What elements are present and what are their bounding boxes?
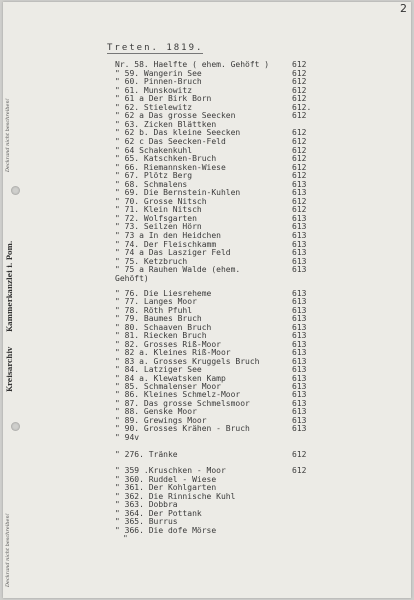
entry-label: " 74 a Das Lasziger Feld — [115, 248, 231, 258]
entry-page-ref: 612 — [292, 68, 307, 78]
entry-page-ref: 612 — [292, 205, 307, 215]
entry-label: " 364. Der Pottank — [115, 508, 202, 518]
entry-page-ref: 613 — [292, 265, 307, 275]
page-number: 2 — [400, 2, 407, 15]
entry-label: " 64 Schakenkuhl — [115, 145, 193, 155]
entry-label: " 87. Das grosse Schmelsmoor — [115, 398, 250, 408]
entry-label: " 62 b. Das kleine Seecken — [115, 128, 241, 138]
entry-page-ref: 613 — [292, 222, 307, 232]
entry-page-ref: 612 — [292, 85, 307, 95]
list-item — [115, 526, 327, 535]
entry-page-ref: 613 — [292, 415, 307, 425]
entry-label: " 73. Seilzen Hörn — [115, 222, 202, 232]
entry-label: " 80. Schaaven Bruch — [115, 322, 212, 332]
margin-stamp-office: Kammerkanzlei i. Pom. — [5, 240, 14, 332]
trailing-ditto-mark: " — [123, 534, 128, 543]
list-item — [115, 274, 327, 283]
entry-label: " 62 c Das Seecken-Feld — [115, 136, 226, 146]
entry-label: " 62. Stielewitz — [115, 102, 193, 112]
entry-page-ref: 612 — [292, 60, 307, 69]
punch-hole-top — [11, 186, 20, 195]
margin-note-bottom: Deckrand nicht beschreiben! — [5, 513, 11, 587]
punch-hole-bottom — [11, 422, 20, 431]
entry-label: Nr. 58. Haelfte ( ehem. Gehöft ) — [115, 60, 270, 69]
entry-label: " 70. Grosse Nitsch — [115, 196, 207, 206]
entry-label: " 84. Latziger See — [115, 365, 202, 375]
entry-page-ref: 613 — [292, 331, 307, 341]
entry-page-ref: 613 — [292, 297, 307, 307]
entry-page-ref: 613 — [292, 339, 307, 349]
entry-page-ref: 613 — [292, 314, 307, 324]
entry-label: " 89. Grewings Moor — [115, 415, 207, 425]
entry-label: " 76. Die Liesreheme — [115, 289, 212, 298]
entry-label: " 61 a Der Birk Born — [115, 94, 212, 104]
entry-label: " 63. Zicken Blättken — [115, 119, 217, 129]
entry-label: " 84 a. Klewatsken Kamp — [115, 373, 226, 383]
entry-page-ref: 613 — [292, 256, 307, 266]
entry-label: " 78. Röth Pfuhl — [115, 305, 193, 315]
entry-page-ref: 612. — [292, 102, 312, 112]
entry-page-ref: 613 — [292, 188, 307, 198]
entry-label: " 81. Riecken Bruch — [115, 331, 207, 341]
entry-label: " 61. Munskowitz — [115, 85, 193, 95]
entry-page-ref: 612 — [292, 196, 307, 206]
entry-label: " 66. Riemannsken-Wiese — [115, 162, 226, 172]
entry-label: Gehöft) — [115, 273, 149, 283]
entry-label: " 360. Ruddel - Wiese — [115, 474, 217, 484]
entry-page-ref: 612 — [292, 449, 307, 459]
entry-label: " 82. Grosses Riß-Moor — [115, 339, 221, 349]
entry-label: " 71. Klein Nitsch — [115, 205, 202, 215]
entry-page-ref: 613 — [292, 373, 307, 383]
entry-page-ref: 613 — [292, 398, 307, 408]
margin-stamp-archive: Kreisarchiv — [5, 346, 14, 392]
entry-label: " 362. Die Rinnische Kuhl — [115, 491, 236, 501]
entry-page-ref: 612 — [292, 94, 307, 104]
entry-label: " 361. Der Kohlgarten — [115, 483, 217, 493]
entry-label: " 73 a In den Heidchen — [115, 231, 221, 240]
entry-label: " 359 .Kruschken - Moor — [115, 466, 226, 476]
entry-page-ref: 613 — [292, 390, 307, 400]
entry-label: " 65. Katschken-Bruch — [115, 154, 217, 164]
entry-label: " 90. Grosses Krähen - Bruch — [115, 424, 250, 434]
entry-page-ref: 613 — [292, 407, 307, 417]
document-page — [3, 2, 411, 598]
entry-label: " 94v — [115, 432, 140, 442]
entry-page-ref: 613 — [292, 231, 307, 240]
entry-page-ref: 612 — [292, 162, 307, 172]
entry-label: " 363. Dobbra — [115, 500, 178, 510]
entry-page-ref: 613 — [292, 365, 307, 375]
entry-label: " 82 a. Kleines Riß-Moor — [115, 348, 231, 358]
entry-label: " 75 a Rauhen Walde (ehem. — [115, 265, 241, 275]
entry-page-ref: 612 — [292, 466, 307, 476]
entry-label: " 72. Wolfsgarten — [115, 213, 197, 223]
entry-label: " 62 a Das grosse Seecken — [115, 111, 236, 121]
entry-label: " 68. Schmalens — [115, 179, 188, 189]
entry-page-ref: 613 — [292, 305, 307, 315]
entry-page-ref: 613 — [292, 179, 307, 189]
entry-page-ref: 612 — [292, 77, 307, 87]
entry-label: " 79. Baumes Bruch — [115, 314, 202, 324]
entry-page-ref: 613 — [292, 322, 307, 332]
entry-label: " 366. Die dofe Mörse — [115, 525, 217, 535]
entry-page-ref: 613 — [292, 239, 307, 249]
entry-page-ref: 613 — [292, 289, 307, 298]
entry-page-ref: 613 — [292, 381, 307, 391]
entry-label: " 59. Wangerin See — [115, 68, 202, 78]
entry-page-ref: 612 — [292, 111, 307, 121]
entry-label: " 86. Kleines Schmelz-Moor — [115, 390, 241, 400]
page-title: Treten. 1819. — [107, 43, 204, 53]
margin-note-top: Deckrand nicht beschreiben! — [5, 98, 11, 172]
entry-label: " 75. Ketzbruch — [115, 256, 188, 266]
entry-label: " 88. Genske Moor — [115, 407, 197, 417]
entry-label: " 67. Plötz Berg — [115, 171, 193, 181]
entry-label: " 85. Schmalenser Moor — [115, 381, 221, 391]
entry-label: " 60. Pinnen-Bruch — [115, 77, 202, 87]
entry-label: " 365. Burrus — [115, 517, 178, 527]
entry-page-ref: 613 — [292, 356, 307, 366]
entry-page-ref: 612 — [292, 154, 307, 164]
entry-label: " 69. Die Bernstein-Kuhlen — [115, 188, 241, 198]
entry-label: " 74. Der Fleischkamm — [115, 239, 217, 249]
entry-page-ref: 612 — [292, 145, 307, 155]
entry-page-ref: 612 — [292, 136, 307, 146]
entry-page-ref: 612 — [292, 171, 307, 181]
entry-page-ref: 613 — [292, 248, 307, 258]
entry-page-ref: 612 — [292, 128, 307, 138]
entry-label: " 83 a. Grosses Kruggels Bruch — [115, 356, 260, 366]
entry-page-ref: 613 — [292, 213, 307, 223]
entry-page-ref: 613 — [292, 424, 307, 434]
entry-label: " 77. Langes Moor — [115, 297, 197, 307]
entry-label: " 276. Tränke — [115, 449, 178, 459]
entry-page-ref: 613 — [292, 348, 307, 358]
